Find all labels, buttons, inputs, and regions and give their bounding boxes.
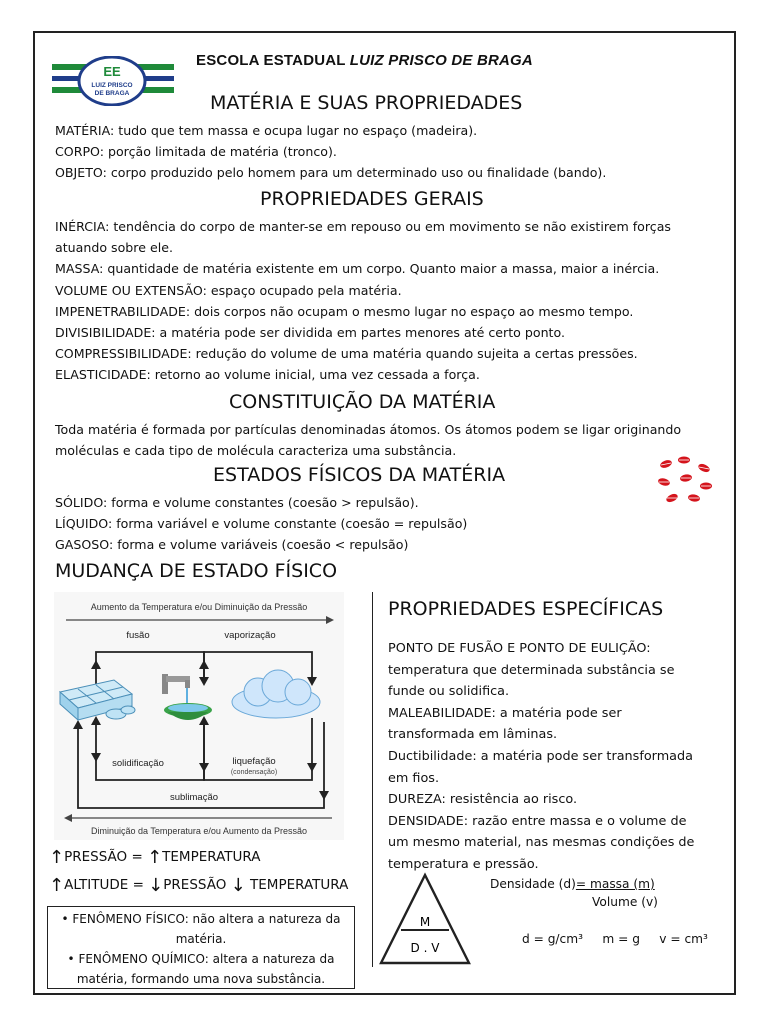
gerais-text — [55, 216, 671, 386]
materia-text — [55, 120, 606, 184]
materia-line: MATÉRIA: tudo que tem massa e ocupa lugar no espaço (madeira). — [55, 123, 478, 138]
especificas-line: PONTO DE FUSÃO E PONTO DE EULIÇÃO: — [388, 641, 651, 656]
constituicao-line: moléculas e cada tipo de molécula caracteriza uma substância. — [55, 443, 457, 459]
especificas-line: temperatura que determinada substância se — [388, 662, 675, 678]
pressure-text: PRESSÃO — [163, 877, 227, 893]
fenomeno-fisico-cont: matéria. — [175, 932, 227, 946]
gerais-line: atuando sobre ele. — [55, 240, 173, 256]
fenomenos-box — [47, 906, 355, 989]
estados-line: LÍQUIDO: forma variável e volume constante (coesão = repulsão) — [55, 516, 468, 532]
label-vaporizacao: vaporização — [224, 630, 276, 641]
gerais-line: MASSA: quantidade de matéria existente em um corpo. Quanto maior a massa, maior a inércia. — [55, 261, 660, 277]
especificas-line: temperatura e pressão. — [388, 856, 539, 872]
gerais-title: PROPRIEDADES GERAIS — [260, 188, 484, 210]
gerais-line: INÉRCIA: tendência do corpo de manter-se em repouso ou em movimento se não existirem forças — [55, 219, 671, 234]
triangle-mass: M — [419, 915, 431, 929]
label-solidificacao: solidificação — [112, 758, 164, 769]
altitude-text: ALTITUDE = — [64, 877, 149, 893]
estados-title: ESTADOS FÍSICOS DA MATÉRIA — [213, 464, 506, 486]
label-condensacao: (condensação) — [230, 769, 278, 776]
fenomeno-fisico: • FENÔMENO FÍSICO: não altera a natureza da — [61, 912, 341, 926]
column-divider — [372, 592, 373, 967]
mudanca-title: MUDANÇA DE ESTADO FÍSICO — [55, 560, 338, 582]
arrow-down-icon: ↓ — [148, 875, 164, 896]
density-units: d = g/cm³ m = g v = cm³ — [522, 932, 708, 946]
density-triangle — [378, 872, 472, 966]
school-name: LUIZ PRISCO DE BRAGA — [349, 52, 533, 69]
especificas-text — [388, 638, 718, 876]
lips-icon — [656, 454, 714, 506]
materia-line: CORPO: porção limitada de matéria (tronco). — [55, 144, 337, 160]
pressure-relation-2 — [49, 875, 349, 896]
arrow-down-icon: ↓ — [230, 875, 246, 896]
materia-line: OBJETO: corpo produzido pelo homem para um determinado uso ou finalidade (bando). — [55, 165, 607, 181]
especificas-line: funde ou solidifica. — [388, 684, 510, 700]
constituicao-line: Toda matéria é formada por partículas denominadas átomos. Os átomos podem se ligar originando — [55, 422, 682, 437]
estados-line: GASOSO: forma e volume variáveis (coesão < repulsão) — [55, 537, 409, 553]
label-liquefacao: liquefação — [232, 756, 276, 767]
school-title — [196, 52, 533, 69]
constituicao-text — [55, 419, 681, 461]
density-numerator: = massa (m) — [575, 877, 655, 891]
temperature-text: TEMPERATURA — [162, 849, 261, 865]
fenomeno-quimico-cont: matéria, formando uma nova substância. — [76, 972, 326, 986]
especificas-line: um mesmo material, nas mesmas condições de — [388, 835, 695, 851]
estados-text — [55, 492, 467, 556]
density-label: Densidade (d) — [490, 877, 576, 891]
arrow-up-icon: ↑ — [49, 875, 65, 896]
estados-line: SÓLIDO: forma e volume constantes (coesão > repulsão). — [55, 495, 419, 510]
especificas-line: Ductibilidade: a matéria pode ser transformada — [388, 748, 693, 764]
gerais-line: DIVISIBILIDADE: a matéria pode ser dividida em partes menores até certo ponto. — [55, 325, 565, 341]
density-formula — [490, 877, 655, 891]
arrow-up-icon: ↑ — [49, 847, 65, 868]
triangle-dv: D . V — [410, 941, 440, 955]
especificas-line: MALEABILIDADE: a matéria pode ser — [388, 705, 622, 721]
school-prefix: ESCOLA ESTADUAL — [196, 52, 346, 69]
especificas-line: em fios. — [388, 770, 440, 786]
label-sublimacao: sublimação — [169, 792, 219, 803]
pressure-relation-1 — [49, 847, 261, 868]
gerais-line: COMPRESSIBILIDADE: redução do volume de uma matéria quando sujeita a certas pressões. — [55, 346, 638, 362]
diagram-bottom-caption: Diminuição da Temperatura e/ou Aumento da Pressão — [91, 826, 307, 836]
fenomeno-quimico: • FENÔMENO QUÍMICO: altera a natureza da — [67, 952, 335, 966]
school-logo — [52, 56, 174, 106]
gerais-line: ELASTICIDADE: retorno ao volume inicial, uma vez cessada a força. — [55, 367, 480, 383]
state-change-diagram — [54, 592, 344, 840]
especificas-line: transformada em lâminas. — [388, 727, 558, 743]
logo-text-2: DE BRAGA — [94, 90, 130, 97]
logo-text-top: EE — [103, 64, 121, 79]
temperature-text: TEMPERATURA — [250, 877, 349, 893]
especificas-line: DENSIDADE: razão entre massa e o volume de — [388, 813, 687, 829]
especificas-line: DUREZA: resistência ao risco. — [388, 792, 578, 808]
arrow-up-icon: ↑ — [147, 847, 163, 868]
materia-title: MATÉRIA E SUAS PROPRIEDADES — [210, 92, 523, 114]
logo-text-1: LUIZ PRISCO — [91, 82, 133, 89]
constituicao-title: CONSTITUIÇÃO DA MATÉRIA — [229, 391, 496, 413]
diagram-top-caption: Aumento da Temperatura e/ou Diminuição da Pressão — [90, 602, 308, 612]
label-fusao: fusão — [126, 630, 150, 641]
density-denominator: Volume (v) — [592, 895, 658, 909]
gerais-line: VOLUME OU EXTENSÃO: espaço ocupado pela matéria. — [55, 282, 402, 298]
gerais-line: IMPENETRABILIDADE: dois corpos não ocupam o mesmo lugar no espaço ao mesmo tempo. — [55, 303, 634, 319]
pressure-text: PRESSÃO = — [64, 849, 148, 865]
especificas-title: PROPRIEDADES ESPECÍFICAS — [388, 598, 664, 620]
